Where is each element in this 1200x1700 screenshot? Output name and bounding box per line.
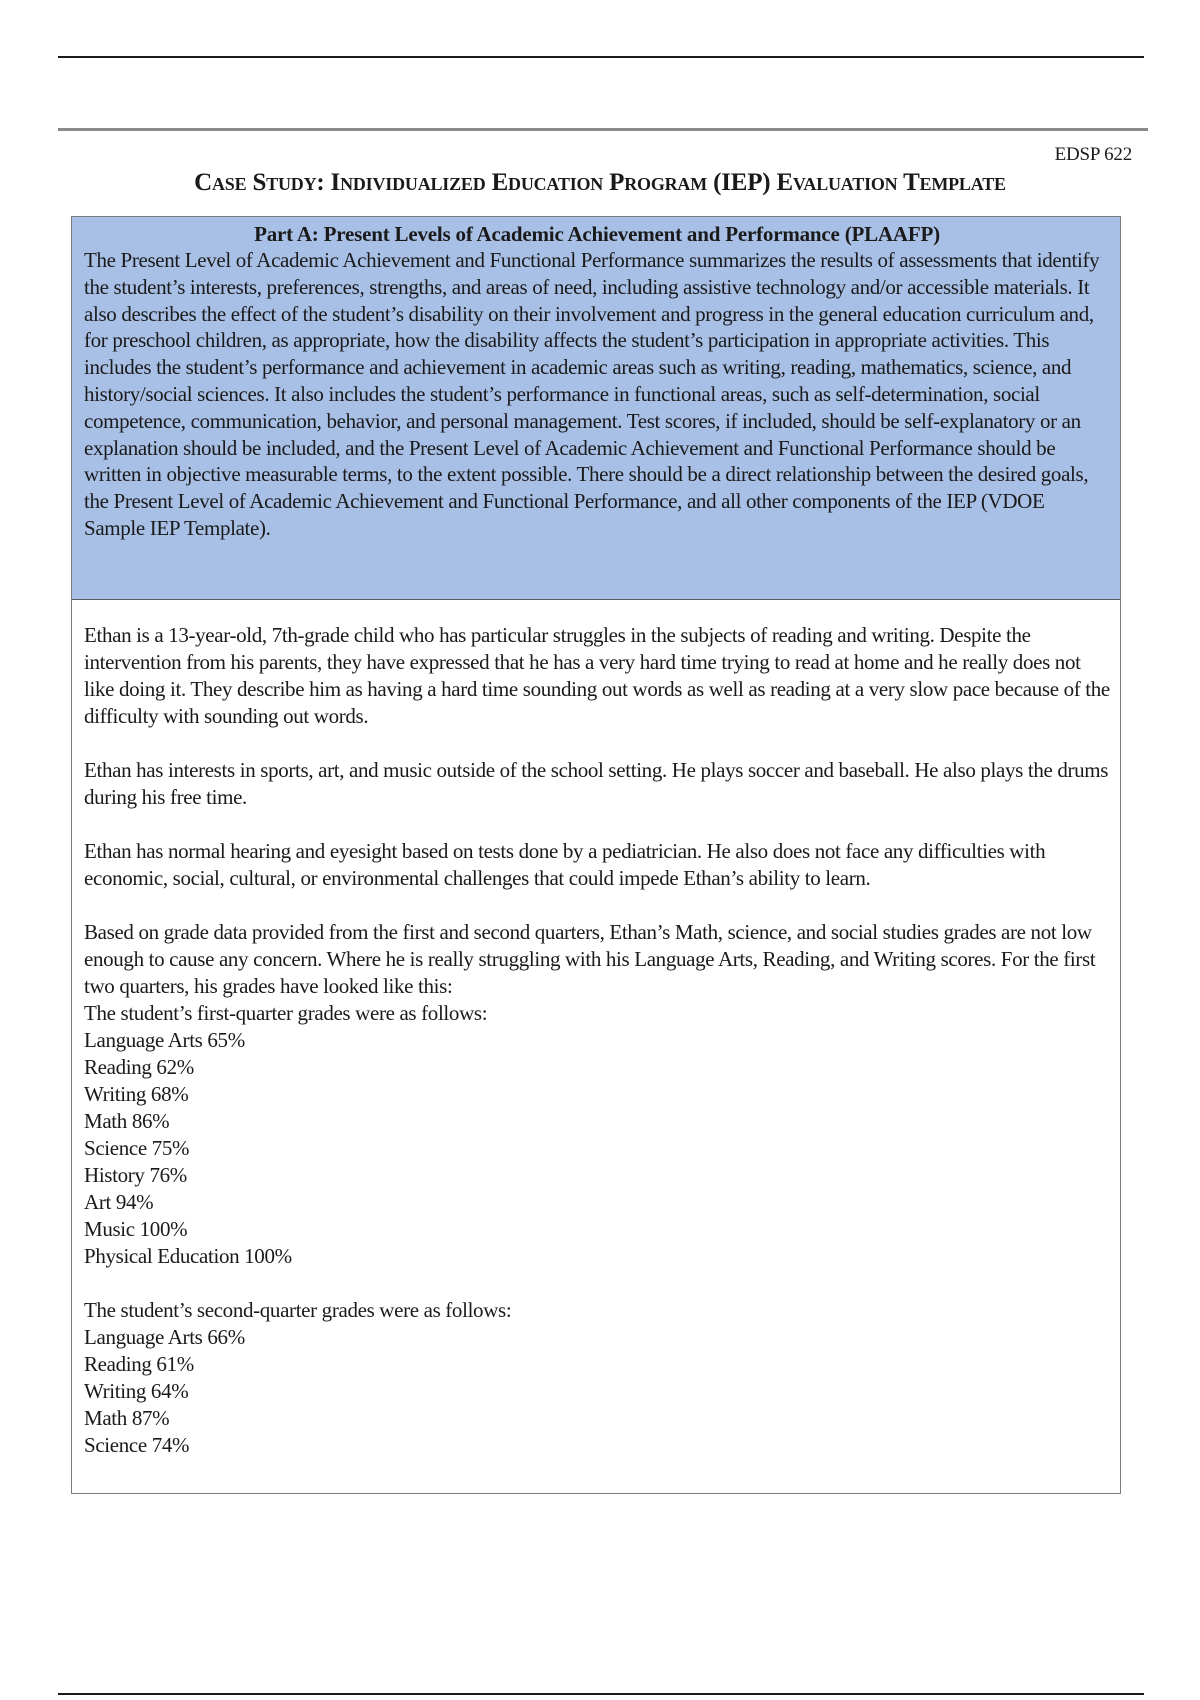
grade-item: Writing 64% bbox=[84, 1379, 189, 1403]
grade-item: Science 74% bbox=[84, 1433, 190, 1457]
grade-item: History 76% bbox=[84, 1163, 187, 1187]
profile-paragraph-background: Ethan is a 13-year-old, 7th-grade child who has particular struggles in the subjects of reading and writing. Despite the intervention from his parents, they have expressed that he has a very hard time trying to read at home and he really does not like doing it. They describe him as having a hard time sounding out words as well as reading at a very slow pace because of the difficulty with sounding out words. bbox=[84, 623, 1110, 728]
grade-item: Physical Education 100% bbox=[84, 1244, 292, 1268]
grade-item: Writing 68% bbox=[84, 1082, 189, 1106]
grade-item: Language Arts 65% bbox=[84, 1028, 245, 1052]
grade-item: Language Arts 66% bbox=[84, 1325, 245, 1349]
profile-paragraph-interests: Ethan has interests in sports, art, and music outside of the school setting. He plays soccer and baseball. He also plays the drums during his free time. bbox=[84, 758, 1109, 809]
top-rule bbox=[58, 56, 1144, 58]
grade-item: Reading 61% bbox=[84, 1352, 194, 1376]
grades-intro: Based on grade data provided from the first and second quarters, Ethan’s Math, science, and social studies grades are not low enough to cause any concern. Where he is really struggling with his Language Arts, Reading, and Writing scores. For the first two quarters, his grades have looked like this: bbox=[84, 920, 1096, 998]
grade-item: Math 86% bbox=[84, 1109, 170, 1133]
part-a-title: Part A: Present Levels of Academic Achievement and Performance (PLAAFP) bbox=[254, 222, 940, 246]
header-rule bbox=[58, 128, 1148, 131]
q1-grades-list bbox=[84, 1027, 1110, 1270]
grade-item: Math 87% bbox=[84, 1406, 170, 1430]
grade-item: Science 75% bbox=[84, 1136, 190, 1160]
part-a-header-cell bbox=[72, 217, 1120, 600]
grade-item: Art 94% bbox=[84, 1190, 154, 1214]
profile-paragraph-health: Ethan has normal hearing and eyesight based on tests done by a pediatrician. He also does not face any difficulties with economic, social, cultural, or environmental challenges that could impede Ethan’s ability to learn. bbox=[84, 839, 1046, 890]
q1-grades-heading: The student’s first-quarter grades were as follows: bbox=[84, 1001, 488, 1025]
q2-grades-heading: The student’s second-quarter grades were as follows: bbox=[84, 1298, 512, 1322]
grade-item: Reading 62% bbox=[84, 1055, 194, 1079]
student-profile-cell bbox=[72, 600, 1120, 1459]
section-spacer bbox=[84, 1270, 1110, 1297]
bottom-rule bbox=[58, 1693, 1144, 1695]
document-title: Case Study: Individualized Education Program (IEP) Evaluation Template bbox=[194, 169, 1006, 196]
part-a-description: The Present Level of Academic Achievement and Functional Performance summarizes the results of assessments that identify the student’s interests, preferences, strengths, and areas of need, including assistive technology and/or accessible materials. It also describes the effect of the student’s disability on their involvement and progress in the general education curriculum and, for preschool children, as appropriate, how the disability affects the student’s participation in appropriate activities. This includes the student’s performance and achievement in academic areas such as writing, reading, mathematics, science, and history/social sciences. It also includes the student’s performance in functional areas, such as self-determination, social competence, communication, behavior, and personal management. Test scores, if included, should be self-explanatory or an explanation should be included, and the Present Level of Academic Achievement and Functional Performance should be written in objective measurable terms, to the extent possible. There should be a direct relationship between the desired goals, the Present Level of Academic Achievement and Functional Performance, and all other components of the IEP (VDOE Sample IEP Template). bbox=[84, 248, 1100, 540]
course-code: EDSP 622 bbox=[1054, 144, 1132, 165]
plaafp-table bbox=[71, 216, 1121, 1494]
grade-item: Music 100% bbox=[84, 1217, 188, 1241]
q2-grades-list bbox=[84, 1324, 1110, 1459]
